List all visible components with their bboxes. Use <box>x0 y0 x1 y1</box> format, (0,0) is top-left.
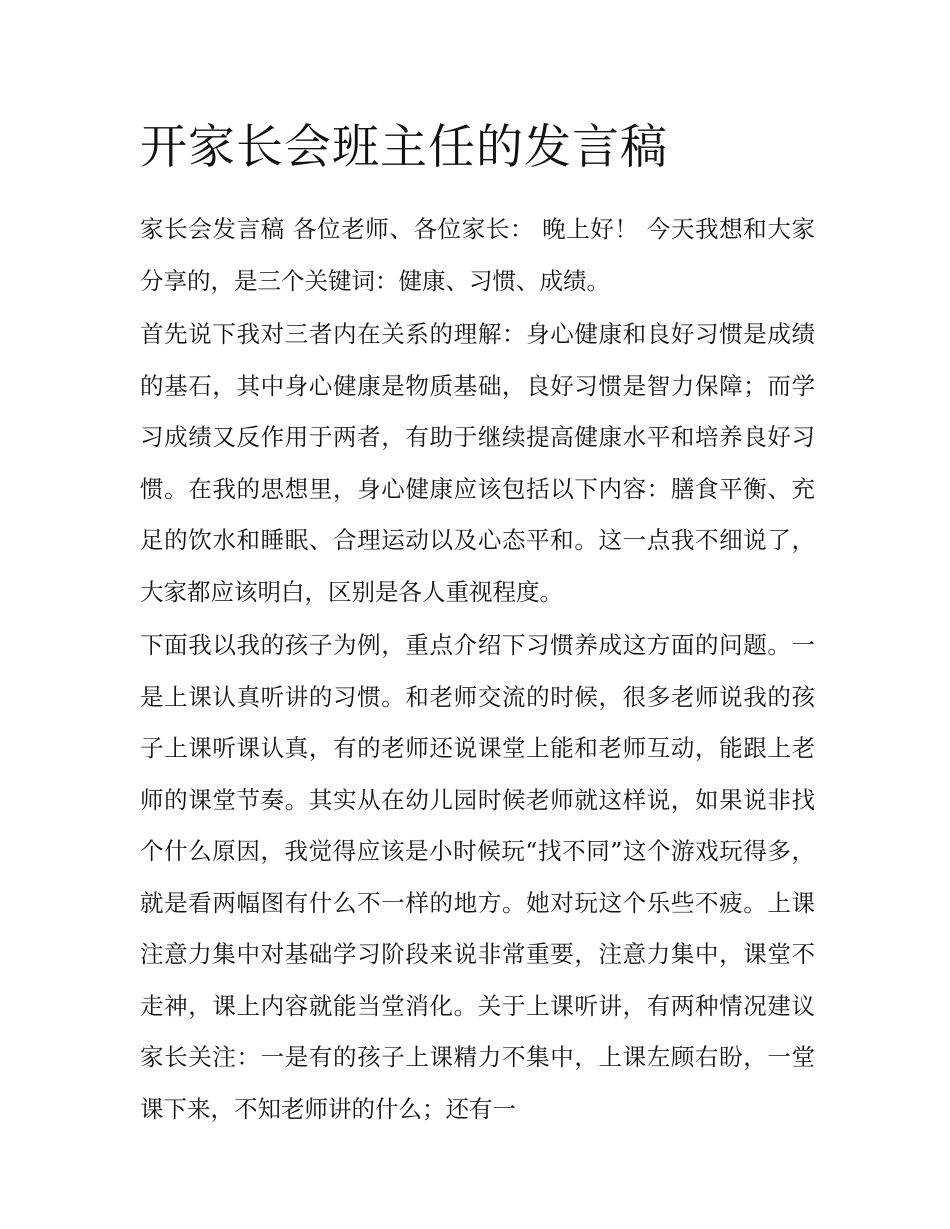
document-title: 开家长会班主任的发言稿 <box>140 120 668 175</box>
paragraph-greeting: 家长会发言稿 各位老师、各位家长： 晚上好！ 今天我想和大家分享的，是三个关键词：健康、习惯、成绩。 <box>140 215 815 295</box>
document-page <box>140 112 815 1137</box>
paragraph-habits: 下面我以我的孩子为例，重点介绍下习惯养成这方面的问题。一是上课认真听讲的习惯。和老师交流的时候，很多老师说我的孩子上课听课认真，有的老师还说课堂上能和老师互动，能跟上老师的课堂节奏。其实从在幼儿园时候老师就这样说，如果说非找个什么原因，我觉得应该是小时候玩“找不同”这个游戏玩得多，就是看两幅图有什么不一样的地方。她对玩这个乐些不疲。上课注意力集中对基础学习阶段来说非常重要，注意力集中，课堂不走神，课上内容就能当堂消化。关于上课听讲，有两种情况建议家长关注：一是有的孩子上课精力不集中，上课左顾右盼，一堂课下来，不知老师讲的什么；还有一 <box>140 631 815 1123</box>
paragraph-relationship: 首先说下我对三者内在关系的理解：身心健康和良好习惯是成绩的基石，其中身心健康是物质基础，良好习惯是智力保障；而学习成绩又反作用于两者，有助于继续提高健康水平和培养良好习惯。在我的思想里，身心健康应该包括以下内容：膳食平衡、充足的饮水和睡眠、合理运动以及心态平和。这一点我不细说了，大家都应该明白，区别是各人重视程度。 <box>140 320 815 606</box>
